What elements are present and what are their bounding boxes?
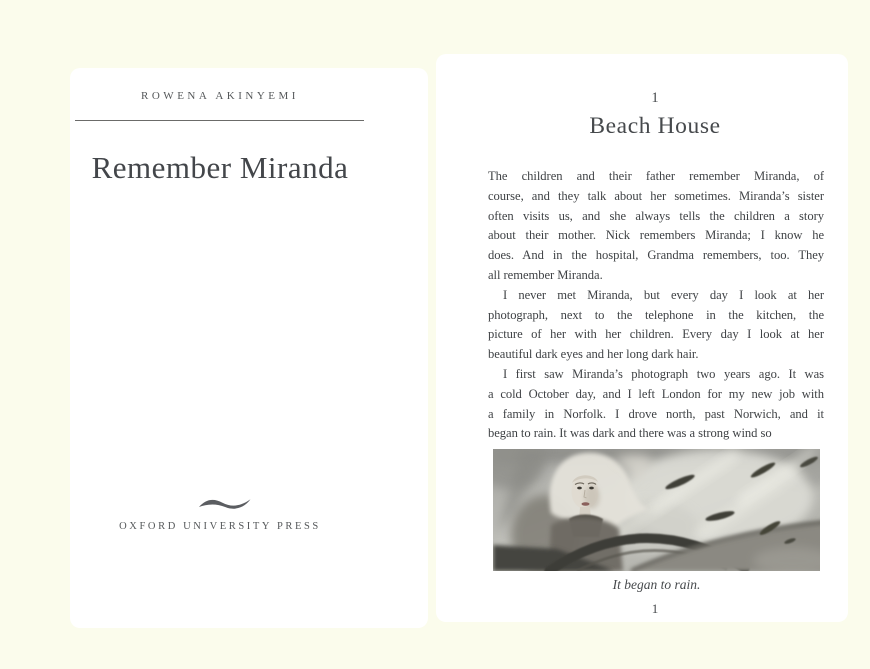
chapter-title: Beach House (589, 113, 721, 139)
text-line: all remember Miranda. (488, 267, 603, 282)
text-line: often visits us, and she always tells the children a story (488, 208, 824, 223)
chapter-figure (493, 449, 820, 593)
text-line: about their mother. Nick remembers Miranda; I know he (488, 228, 824, 243)
text-line: does. And in the hospital, Grandma remembers, too. They (488, 248, 824, 263)
book-title: Remember Miranda (91, 150, 349, 185)
chapter-body-text (488, 167, 824, 448)
text-line: picture of her with her children. Every day I look at her (488, 327, 824, 342)
text-line: The children and their father remember Miranda, of (488, 169, 824, 183)
horizontal-rule (75, 120, 364, 121)
text-line: a cold October day, and I left London for my new job with (488, 386, 824, 401)
text-line: I never met Miranda, but every day I look at her (503, 287, 824, 302)
text-line: began to rain. It was dark and there was a strong wind so (488, 426, 772, 441)
paragraph-3 (488, 365, 824, 444)
figure-caption: It began to rain. (612, 577, 701, 592)
text-line: photograph, next to the telephone in the kitchen, the (488, 307, 824, 322)
publisher-name: OXFORD UNIVERSITY PRESS (119, 521, 321, 532)
chapter-number: 1 (651, 90, 659, 106)
text-line: I first saw Miranda’s photograph two years ago. It was (503, 366, 824, 381)
paragraph-1 (488, 167, 824, 286)
text-line: a family in Norfolk. I drove north, past Norwich, and it (488, 406, 824, 421)
woman-driving-in-rain-illustration (493, 449, 820, 571)
page-number: 1 (651, 601, 659, 616)
paragraph-2 (488, 286, 824, 365)
text-line: course, and they talk about her sometimes. Miranda’s sister (488, 188, 824, 203)
oup-wave-swoosh-icon (198, 495, 252, 512)
text-line: beautiful dark eyes and her long dark hair. (488, 347, 699, 362)
author-name: ROWENA AKINYEMI (141, 90, 299, 102)
